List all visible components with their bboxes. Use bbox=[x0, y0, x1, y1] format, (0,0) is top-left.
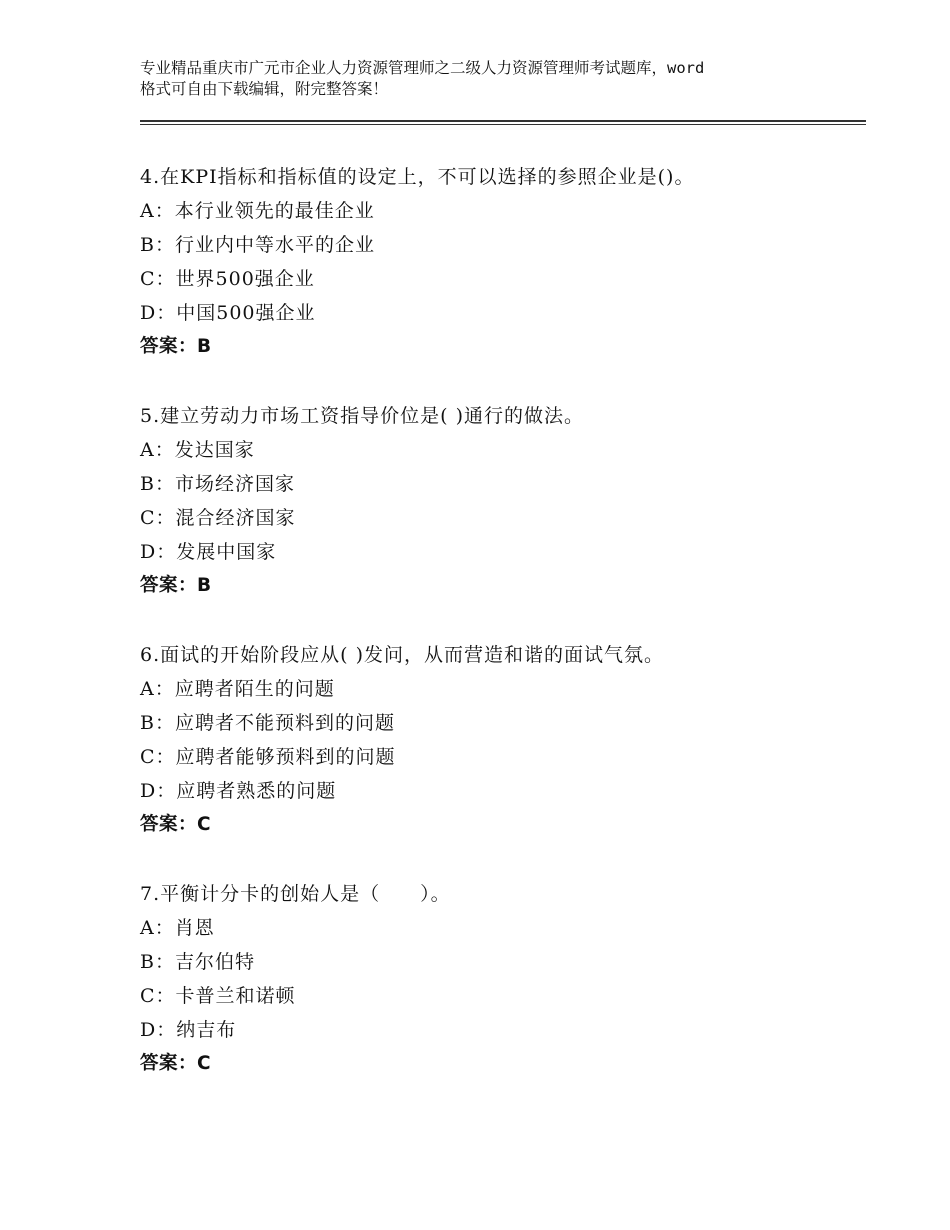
option-d: D：中国500强企业 bbox=[140, 302, 316, 324]
option-b: B：市场经济国家 bbox=[140, 473, 295, 495]
header-line-2: 格式可自由下载编辑，附完整答案！ bbox=[140, 80, 389, 98]
option-c: C：应聘者能够预料到的问题 bbox=[140, 746, 396, 768]
question-stem: 5.建立劳动力市场工资指导价位是( )通行的做法。 bbox=[140, 405, 584, 427]
question-7 bbox=[140, 877, 860, 1081]
option-b: B：吉尔伯特 bbox=[140, 951, 255, 973]
answer-line: 答案：C bbox=[140, 814, 212, 835]
option-c: C：混合经济国家 bbox=[140, 507, 296, 529]
question-stem: 4.在KPI指标和指标值的设定上，不可以选择的参照企业是()。 bbox=[140, 166, 695, 188]
option-b: B：行业内中等水平的企业 bbox=[140, 234, 375, 256]
question-stem: 6.面试的开始阶段应从( )发问，从而营造和谐的面试气氛。 bbox=[140, 644, 664, 666]
option-a: A：应聘者陌生的问题 bbox=[140, 678, 335, 700]
document-header bbox=[140, 58, 840, 100]
header-divider-thin bbox=[140, 124, 866, 125]
option-c: C：世界500强企业 bbox=[140, 268, 315, 290]
question-6 bbox=[140, 638, 860, 842]
option-d: D：应聘者熟悉的问题 bbox=[140, 780, 337, 802]
header-line-1: 专业精品重庆市广元市企业人力资源管理师之二级人力资源管理师考试题库，word bbox=[140, 59, 705, 77]
answer-line: 答案：B bbox=[140, 575, 212, 596]
option-a: A：本行业领先的最佳企业 bbox=[140, 200, 375, 222]
question-4 bbox=[140, 160, 860, 364]
option-c: C：卡普兰和诺顿 bbox=[140, 985, 296, 1007]
option-a: A：肖恩 bbox=[140, 917, 215, 939]
question-stem: 7.平衡计分卡的创始人是（ ）。 bbox=[140, 883, 451, 905]
answer-line: 答案：B bbox=[140, 336, 212, 357]
option-b: B：应聘者不能预料到的问题 bbox=[140, 712, 395, 734]
answer-line: 答案：C bbox=[140, 1053, 212, 1074]
option-d: D：纳吉布 bbox=[140, 1019, 237, 1041]
option-d: D：发展中国家 bbox=[140, 541, 277, 563]
header-divider-thick bbox=[140, 120, 866, 122]
question-5 bbox=[140, 399, 860, 603]
option-a: A：发达国家 bbox=[140, 439, 255, 461]
